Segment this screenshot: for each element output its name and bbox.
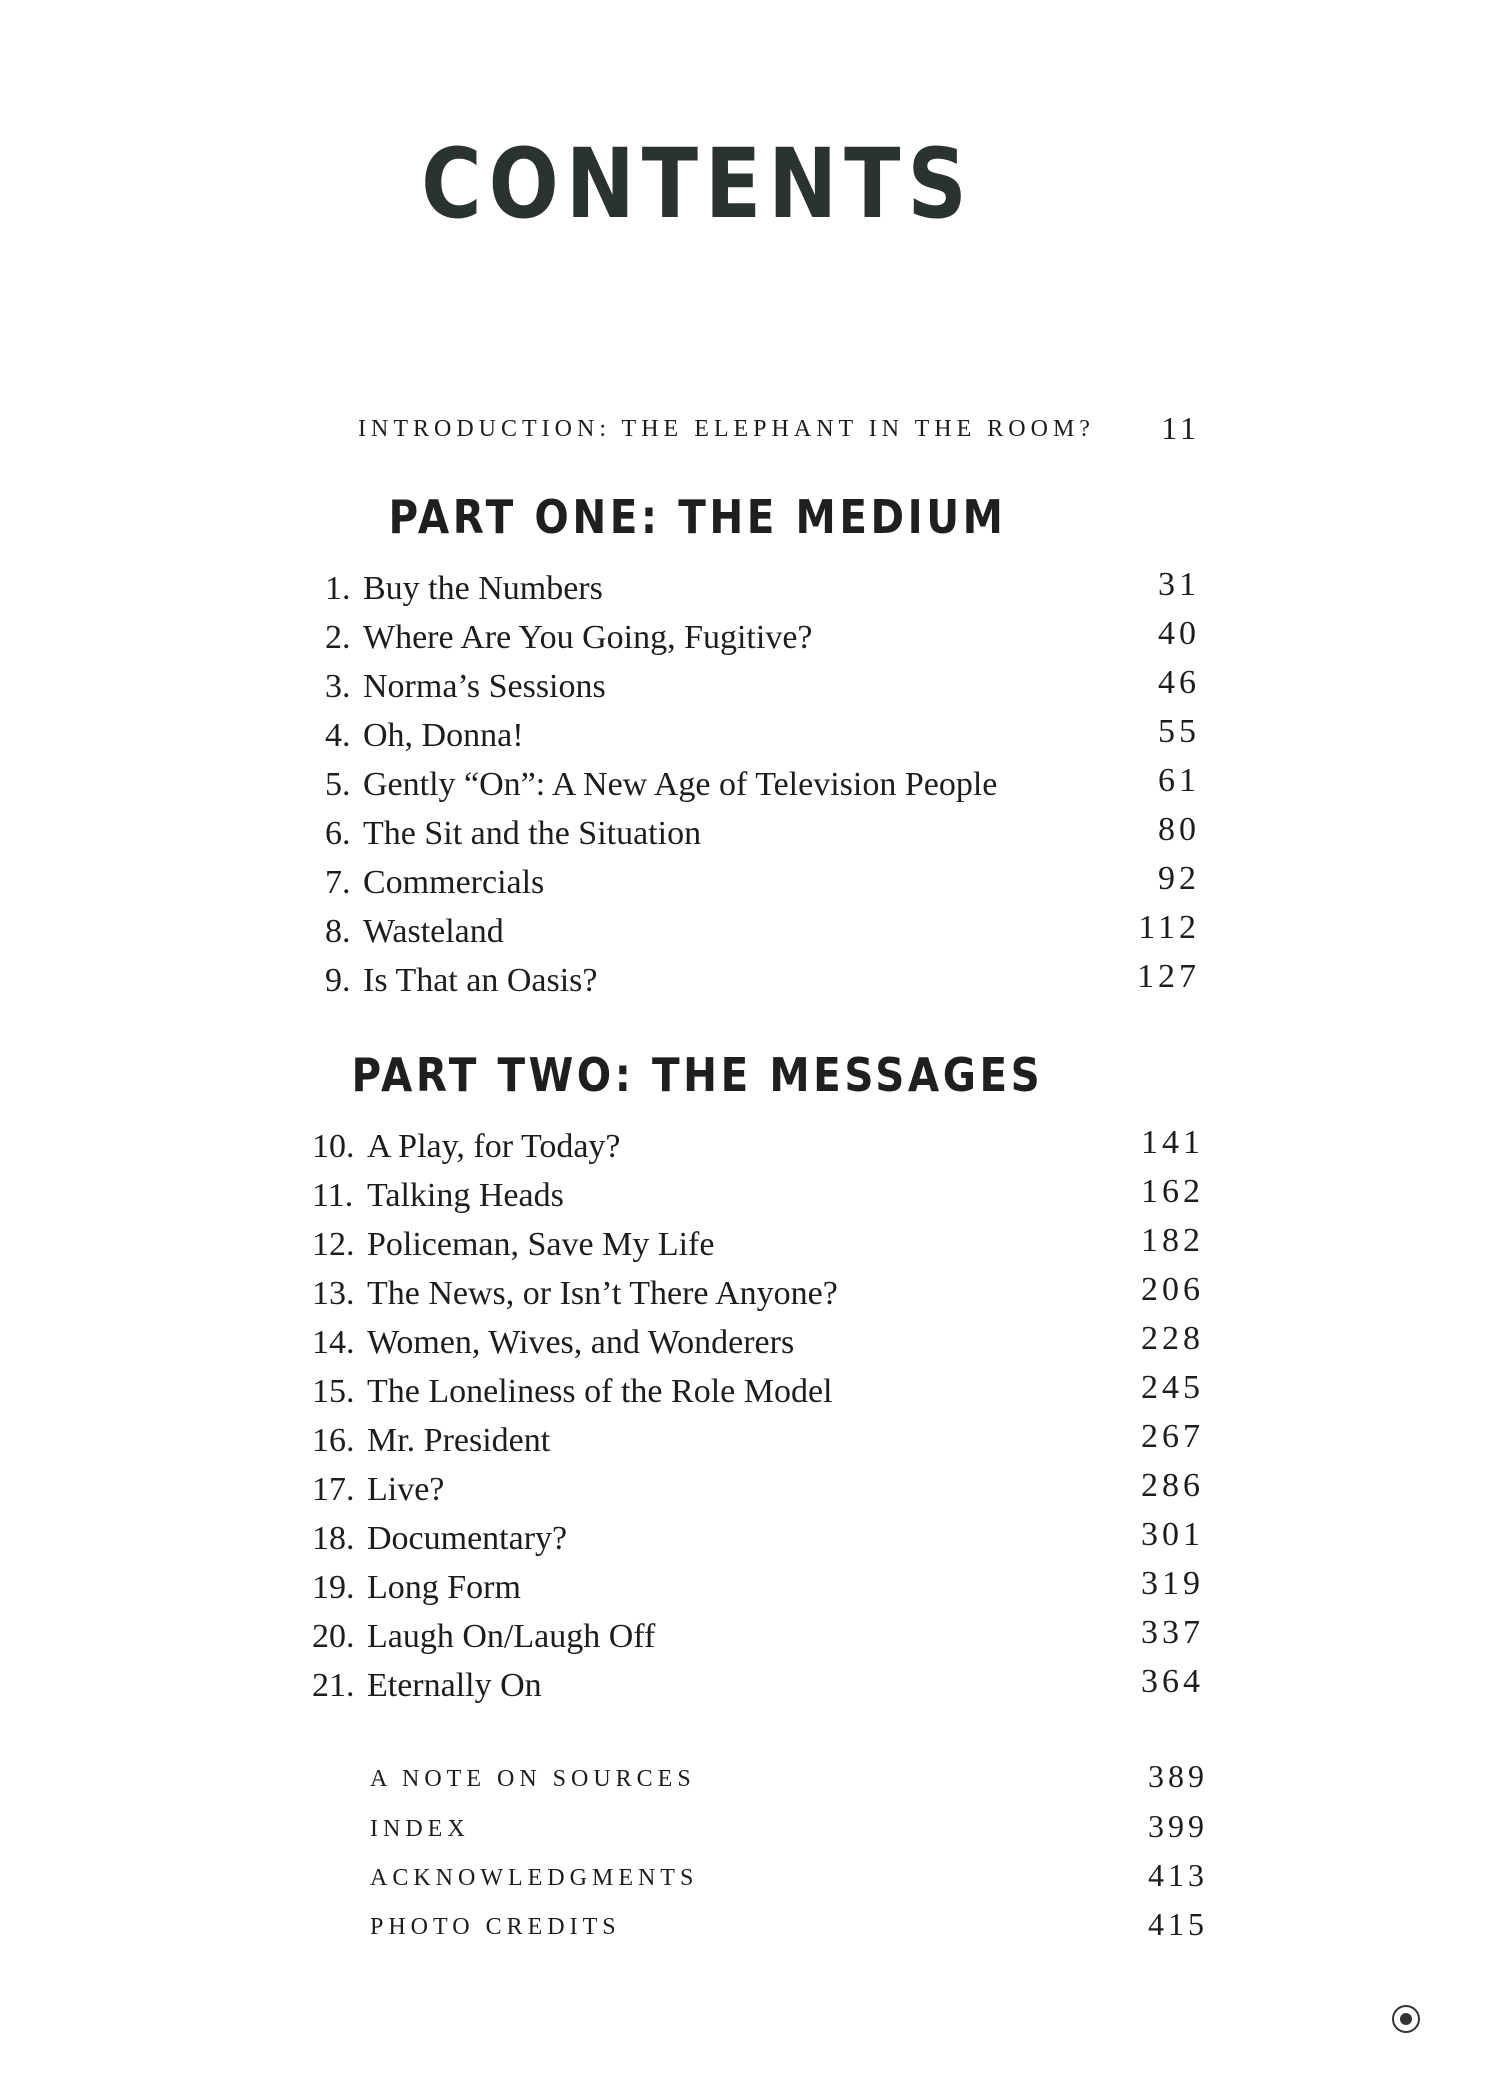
chapter-page: 40 bbox=[1158, 615, 1200, 652]
chapter-title: Documentary? bbox=[367, 1520, 568, 1557]
chapter-title: Oh, Donna! bbox=[363, 717, 524, 754]
chapter-title: Mr. President bbox=[367, 1422, 551, 1459]
chapter-number: 1. bbox=[325, 570, 351, 607]
radio-dot-center bbox=[1400, 2013, 1412, 2025]
chapter-page: 337 bbox=[1141, 1614, 1204, 1651]
chapter-title: Long Form bbox=[367, 1569, 521, 1606]
toc-entry-page: 389 bbox=[1148, 1758, 1208, 1794]
part-two-heading: PART TWO: THE MESSAGES bbox=[351, 1048, 1044, 1102]
toc-chapter[interactable] bbox=[0, 1320, 1500, 1374]
chapter-number: 19. bbox=[312, 1569, 355, 1606]
toc-chapter[interactable] bbox=[0, 958, 1500, 1012]
toc-entry-label: INDEX bbox=[370, 1816, 470, 1842]
toc-chapter[interactable] bbox=[0, 1663, 1500, 1717]
chapter-number: 13. bbox=[312, 1275, 355, 1312]
chapter-page: 206 bbox=[1141, 1271, 1204, 1308]
chapter-page: 286 bbox=[1141, 1467, 1204, 1504]
toc-chapter[interactable] bbox=[0, 1369, 1500, 1423]
toc-chapter[interactable] bbox=[0, 909, 1500, 963]
toc-chapter[interactable] bbox=[0, 1124, 1500, 1178]
chapter-number: 6. bbox=[325, 815, 351, 852]
chapter-page: 127 bbox=[1137, 958, 1200, 995]
chapter-number: 10. bbox=[312, 1128, 355, 1165]
chapter-number: 18. bbox=[312, 1520, 355, 1557]
toc-chapter[interactable] bbox=[0, 1565, 1500, 1619]
chapter-number: 11. bbox=[312, 1177, 354, 1214]
chapter-number: 15. bbox=[312, 1373, 355, 1410]
chapter-title: Eternally On bbox=[367, 1667, 542, 1704]
chapter-page: 55 bbox=[1158, 713, 1200, 750]
toc-entry-page: 415 bbox=[1148, 1906, 1208, 1942]
chapter-number: 21. bbox=[312, 1667, 355, 1704]
toc-chapter[interactable] bbox=[0, 1516, 1500, 1570]
chapter-number: 3. bbox=[325, 668, 351, 705]
chapter-title: Laugh On/Laugh Off bbox=[367, 1618, 656, 1655]
radio-dot-icon bbox=[1392, 2005, 1420, 2033]
part-one-heading: PART ONE: THE MEDIUM bbox=[388, 490, 1007, 544]
toc-entry-page: 413 bbox=[1148, 1857, 1208, 1893]
chapter-title: Wasteland bbox=[363, 913, 504, 950]
chapter-page: 364 bbox=[1141, 1663, 1204, 1700]
chapter-number: 2. bbox=[325, 619, 351, 656]
chapter-title: Where Are You Going, Fugitive? bbox=[363, 619, 813, 656]
toc-entry-label: INTRODUCTION: THE ELEPHANT IN THE ROOM? bbox=[358, 416, 1095, 442]
chapter-page: 267 bbox=[1141, 1418, 1204, 1455]
chapter-page: 31 bbox=[1158, 566, 1200, 603]
toc-chapter[interactable] bbox=[0, 762, 1500, 816]
toc-entry-label: A NOTE ON SOURCES bbox=[370, 1766, 696, 1792]
toc-chapter[interactable] bbox=[0, 566, 1500, 620]
toc-entry-page: 11 bbox=[1161, 410, 1200, 446]
toc-chapter[interactable] bbox=[0, 1614, 1500, 1668]
toc-entry-label: PHOTO CREDITS bbox=[370, 1914, 621, 1940]
toc-chapter[interactable] bbox=[0, 1418, 1500, 1472]
chapter-number: 9. bbox=[325, 962, 351, 999]
toc-entry-introduction[interactable] bbox=[0, 410, 1500, 460]
toc-chapter[interactable] bbox=[0, 664, 1500, 718]
chapter-page: 92 bbox=[1158, 860, 1200, 897]
chapter-title: Talking Heads bbox=[367, 1177, 564, 1214]
toc-entry-note-on-sources[interactable] bbox=[0, 1760, 1500, 1810]
chapter-page: 182 bbox=[1141, 1222, 1204, 1259]
chapter-page: 80 bbox=[1158, 811, 1200, 848]
chapter-title: A Play, for Today? bbox=[367, 1128, 621, 1165]
toc-entry-photo-credits[interactable] bbox=[0, 1908, 1500, 1958]
chapter-title: Is That an Oasis? bbox=[363, 962, 598, 999]
toc-chapter[interactable] bbox=[0, 1173, 1500, 1227]
chapter-title: The Loneliness of the Role Model bbox=[367, 1373, 833, 1410]
chapter-title: Policeman, Save My Life bbox=[367, 1226, 715, 1263]
chapter-page: 301 bbox=[1141, 1516, 1204, 1553]
toc-entry-page: 399 bbox=[1148, 1808, 1208, 1844]
toc-entry-acknowledgments[interactable] bbox=[0, 1859, 1500, 1909]
toc-chapter[interactable] bbox=[0, 713, 1500, 767]
toc-chapter[interactable] bbox=[0, 860, 1500, 914]
toc-chapter[interactable] bbox=[0, 1271, 1500, 1325]
chapter-page: 112 bbox=[1138, 909, 1200, 946]
toc-entry-label: ACKNOWLEDGMENTS bbox=[370, 1865, 699, 1891]
chapter-page: 162 bbox=[1141, 1173, 1204, 1210]
chapter-page: 46 bbox=[1158, 664, 1200, 701]
chapter-title: The Sit and the Situation bbox=[363, 815, 702, 852]
chapter-page: 245 bbox=[1141, 1369, 1204, 1406]
toc-chapter[interactable] bbox=[0, 811, 1500, 865]
chapter-title: Women, Wives, and Wonderers bbox=[367, 1324, 795, 1361]
page-title: CONTENTS bbox=[421, 128, 974, 240]
toc-chapter[interactable] bbox=[0, 1222, 1500, 1276]
chapter-number: 20. bbox=[312, 1618, 355, 1655]
chapter-page: 319 bbox=[1141, 1565, 1204, 1602]
toc-chapter[interactable] bbox=[0, 615, 1500, 669]
chapter-number: 7. bbox=[325, 864, 351, 901]
chapter-number: 17. bbox=[312, 1471, 355, 1508]
chapter-title: Live? bbox=[367, 1471, 445, 1508]
chapter-title: Commercials bbox=[363, 864, 545, 901]
chapter-number: 4. bbox=[325, 717, 351, 754]
toc-chapter[interactable] bbox=[0, 1467, 1500, 1521]
chapter-number: 5. bbox=[325, 766, 351, 803]
chapter-number: 16. bbox=[312, 1422, 355, 1459]
chapter-number: 14. bbox=[312, 1324, 355, 1361]
chapter-page: 61 bbox=[1158, 762, 1200, 799]
toc-entry-index[interactable] bbox=[0, 1810, 1500, 1860]
chapter-page: 141 bbox=[1141, 1124, 1204, 1161]
chapter-number: 12. bbox=[312, 1226, 355, 1263]
chapter-title: Buy the Numbers bbox=[363, 570, 603, 607]
chapter-title: The News, or Isn’t There Anyone? bbox=[367, 1275, 838, 1312]
chapter-title: Gently “On”: A New Age of Television People bbox=[363, 766, 998, 803]
chapter-title: Norma’s Sessions bbox=[363, 668, 606, 705]
chapter-number: 8. bbox=[325, 913, 351, 950]
chapter-page: 228 bbox=[1141, 1320, 1204, 1357]
